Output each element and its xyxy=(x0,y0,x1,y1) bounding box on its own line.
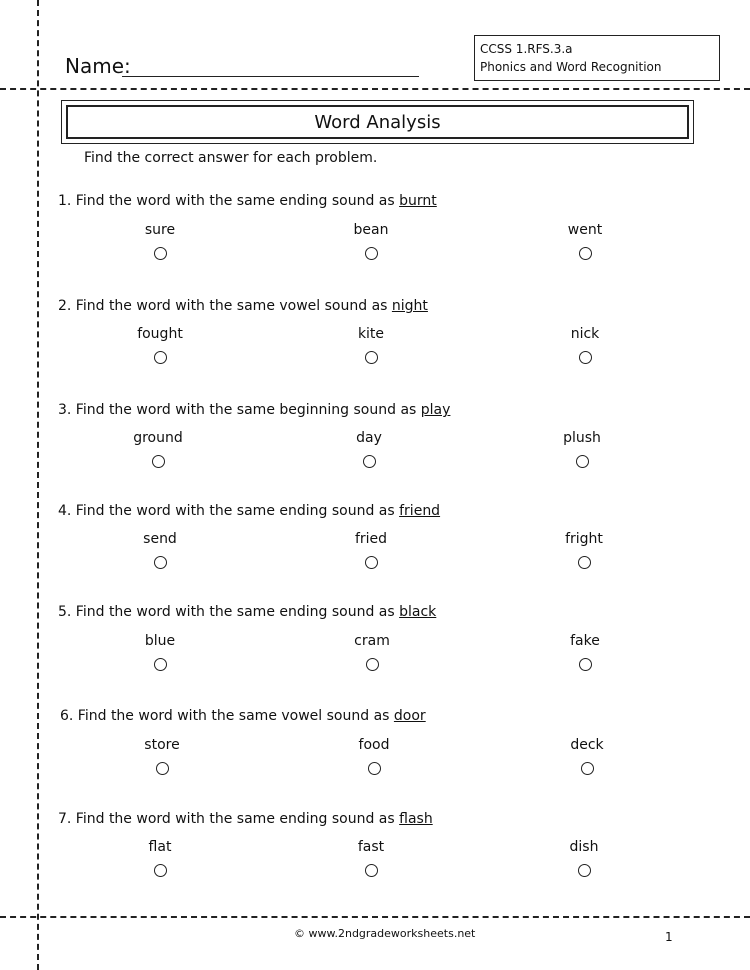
answer-bubble[interactable] xyxy=(363,455,376,468)
option-q3-a[interactable] xyxy=(98,430,218,468)
target-word: friend xyxy=(399,503,441,519)
option-q5-a[interactable] xyxy=(100,633,220,671)
option-q7-a[interactable] xyxy=(100,839,220,877)
answer-bubble[interactable] xyxy=(154,658,167,671)
option-word: ground xyxy=(133,430,183,446)
option-q6-b[interactable] xyxy=(314,737,434,775)
question-text: 5. Find the word with the same ending sound as xyxy=(58,604,400,620)
option-word: dish xyxy=(569,839,599,855)
option-word: cram xyxy=(354,633,390,649)
answer-bubble[interactable] xyxy=(154,864,167,877)
option-word: day xyxy=(356,430,382,446)
answer-bubble[interactable] xyxy=(156,762,169,775)
option-word: deck xyxy=(570,737,604,753)
standards-box xyxy=(474,35,720,81)
answer-bubble[interactable] xyxy=(579,658,592,671)
option-q7-b[interactable] xyxy=(311,839,431,877)
target-word: burnt xyxy=(399,193,437,209)
answer-bubble[interactable] xyxy=(365,351,378,364)
option-word: kite xyxy=(357,326,385,342)
answer-bubble[interactable] xyxy=(366,658,379,671)
answer-bubble[interactable] xyxy=(576,455,589,468)
option-q4-a[interactable] xyxy=(100,531,220,569)
target-word: flash xyxy=(399,811,433,827)
answer-bubble[interactable] xyxy=(154,351,167,364)
target-word: play xyxy=(420,402,451,418)
option-q2-a[interactable] xyxy=(100,326,220,364)
answer-bubble[interactable] xyxy=(581,762,594,775)
answer-bubble[interactable] xyxy=(365,556,378,569)
option-word: blue xyxy=(144,633,176,649)
option-q7-c[interactable] xyxy=(524,839,644,877)
option-word: nick xyxy=(570,326,600,342)
option-q1-b[interactable] xyxy=(311,222,431,260)
target-word: black xyxy=(399,604,437,620)
question-6 xyxy=(60,708,426,724)
option-word: sure xyxy=(144,222,176,238)
option-word: fast xyxy=(357,839,385,855)
answer-bubble[interactable] xyxy=(154,247,167,260)
option-word: flat xyxy=(148,839,172,855)
question-7 xyxy=(58,811,433,827)
option-word: bean xyxy=(353,222,389,238)
ccss-description: Phonics and Word Recognition xyxy=(480,60,662,74)
question-text: 2. Find the word with the same vowel sound as xyxy=(58,298,392,314)
option-q6-c[interactable] xyxy=(527,737,647,775)
answer-bubble[interactable] xyxy=(368,762,381,775)
question-2 xyxy=(58,298,428,314)
question-1 xyxy=(58,193,437,209)
answer-bubble[interactable] xyxy=(365,864,378,877)
target-word: door xyxy=(393,708,426,724)
target-word: night xyxy=(391,298,428,314)
name-label: Name: xyxy=(65,54,131,78)
title-frame xyxy=(61,100,694,144)
option-q6-a[interactable] xyxy=(102,737,222,775)
answer-bubble[interactable] xyxy=(579,351,592,364)
page-number: 1 xyxy=(665,930,673,944)
question-text: 6. Find the word with the same vowel sound as xyxy=(60,708,394,724)
answer-bubble[interactable] xyxy=(365,247,378,260)
option-q4-b[interactable] xyxy=(311,531,431,569)
option-word: fake xyxy=(570,633,600,649)
question-text: 1. Find the word with the same ending sound as xyxy=(58,193,400,209)
instructions: Find the correct answer for each problem. xyxy=(84,150,378,166)
option-q2-b[interactable] xyxy=(311,326,431,364)
option-q2-c[interactable] xyxy=(525,326,645,364)
option-word: send xyxy=(143,531,177,547)
option-word: fried xyxy=(354,531,388,547)
option-word: fought xyxy=(137,326,183,342)
option-word: store xyxy=(144,737,180,753)
option-word: food xyxy=(358,737,390,753)
answer-bubble[interactable] xyxy=(578,556,591,569)
option-q1-a[interactable] xyxy=(100,222,220,260)
copyright-footer[interactable]: © www.2ndgradeworksheets.net xyxy=(294,927,476,940)
question-text: 3. Find the word with the same beginning sound as xyxy=(58,402,421,418)
option-word: fright xyxy=(565,531,603,547)
option-q4-c[interactable] xyxy=(524,531,644,569)
question-text: 7. Find the word with the same ending sound as xyxy=(58,811,400,827)
question-5 xyxy=(58,604,436,620)
worksheet-title: Word Analysis xyxy=(66,105,689,139)
cut-line-top xyxy=(0,88,750,90)
question-3 xyxy=(58,402,450,418)
answer-bubble[interactable] xyxy=(152,455,165,468)
option-q3-b[interactable] xyxy=(309,430,429,468)
answer-bubble[interactable] xyxy=(154,556,167,569)
option-word: went xyxy=(567,222,603,238)
cut-line-vertical xyxy=(37,0,39,970)
answer-bubble[interactable] xyxy=(579,247,592,260)
question-4 xyxy=(58,503,440,519)
question-text: 4. Find the word with the same ending sound as xyxy=(58,503,400,519)
option-q3-c[interactable] xyxy=(522,430,642,468)
name-field[interactable] xyxy=(122,76,419,77)
cut-line-bottom xyxy=(0,916,750,918)
option-q5-b[interactable] xyxy=(312,633,432,671)
option-q5-c[interactable] xyxy=(525,633,645,671)
answer-bubble[interactable] xyxy=(578,864,591,877)
option-word: plush xyxy=(563,430,601,446)
option-q1-c[interactable] xyxy=(525,222,645,260)
ccss-code: CCSS 1.RFS.3.a xyxy=(480,42,573,56)
